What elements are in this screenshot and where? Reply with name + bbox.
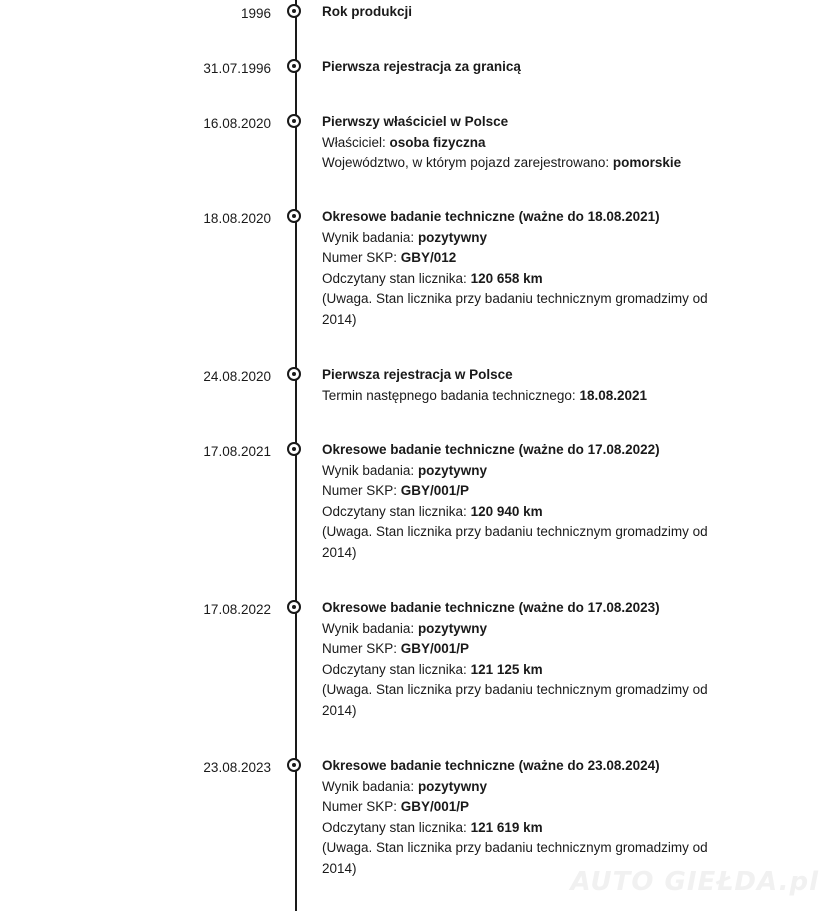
timeline-dot-icon — [287, 59, 301, 73]
event-body — [322, 440, 732, 563]
odometer-label: Odczytany stan licznika: — [322, 661, 471, 677]
voivodeship-value: pomorskie — [612, 155, 682, 170]
skp-value: GBY/001/P — [400, 641, 470, 656]
result-label: Wynik badania: — [322, 778, 418, 794]
skp-value: GBY/001/P — [400, 483, 470, 498]
result-label: Wynik badania: — [322, 229, 418, 245]
next-inspection-label: Termin następnego badania technicznego: — [322, 387, 580, 403]
odometer-note: (Uwaga. Stan licznika przy badaniu technicznym gromadzimy od 2014) — [322, 524, 708, 560]
owner-label: Właściciel: — [322, 134, 390, 150]
owner-value: osoba fizyczna — [389, 134, 486, 150]
timeline-dot-icon — [287, 209, 301, 223]
skp-label: Numer SKP: — [322, 483, 401, 498]
event-body — [322, 112, 732, 174]
event-date: 31.07.1996 — [203, 61, 271, 76]
event-title: Pierwsza rejestracja za granicą — [322, 59, 521, 74]
odometer-line — [322, 502, 732, 523]
result-value: pozytywny — [417, 229, 487, 245]
odometer-label: Odczytany stan licznika: — [322, 270, 471, 286]
voivodeship-label: Województwo, w którym pojazd zarejestrowano: — [322, 155, 613, 170]
event-title: Okresowe badanie techniczne (ważne do 17.08.2022) — [322, 442, 660, 457]
odometer-value: 120 658 km — [470, 270, 543, 286]
next-inspection-line — [322, 386, 732, 407]
odometer-value: 121 125 km — [470, 661, 543, 677]
event-date: 17.08.2021 — [203, 444, 271, 459]
odometer-line — [322, 818, 732, 839]
skp-line — [322, 481, 732, 502]
event-body — [322, 598, 732, 721]
odometer-label: Odczytany stan licznika: — [322, 819, 471, 835]
event-title: Okresowe badanie techniczne (ważne do 23.08.2024) — [322, 758, 660, 773]
event-title: Okresowe badanie techniczne (ważne do 17.08.2023) — [322, 600, 660, 615]
odometer-line — [322, 269, 732, 290]
event-title: Rok produkcji — [322, 4, 413, 19]
event-date: 24.08.2020 — [203, 369, 271, 384]
watermark-logo: AUTO GIEŁDA.pl — [570, 867, 819, 897]
event-body — [322, 207, 732, 330]
result-value: pozytywny — [417, 620, 487, 636]
timeline-dot-icon — [287, 114, 301, 128]
odometer-note: (Uwaga. Stan licznika przy badaniu technicznym gromadzimy od 2014) — [322, 682, 708, 718]
skp-value: GBY/012 — [400, 250, 457, 265]
event-body — [322, 365, 732, 406]
result-line — [322, 228, 732, 249]
event-date: 18.08.2020 — [203, 211, 271, 226]
result-label: Wynik badania: — [322, 620, 418, 636]
event-body — [322, 57, 732, 78]
result-value: pozytywny — [417, 778, 487, 794]
voivodeship-line — [322, 153, 732, 174]
result-line — [322, 777, 732, 798]
result-line — [322, 619, 732, 640]
skp-line — [322, 639, 732, 660]
event-date: 17.08.2022 — [203, 602, 271, 617]
event-date: 1996 — [240, 6, 271, 21]
result-line — [322, 461, 732, 482]
skp-label: Numer SKP: — [322, 250, 401, 265]
odometer-value: 120 940 km — [470, 503, 543, 519]
event-body — [322, 2, 732, 23]
timeline-dot-icon — [287, 367, 301, 381]
odometer-label: Odczytany stan licznika: — [322, 503, 471, 519]
event-title: Okresowe badanie techniczne (ważne do 18.08.2021) — [322, 209, 660, 224]
owner-line — [322, 133, 732, 154]
result-label: Wynik badania: — [322, 462, 418, 478]
event-date: 23.08.2023 — [203, 760, 271, 775]
skp-line — [322, 797, 732, 818]
event-title: Pierwszy właściciel w Polsce — [322, 114, 509, 129]
event-body — [322, 756, 732, 879]
skp-line — [322, 248, 732, 269]
odometer-note: (Uwaga. Stan licznika przy badaniu technicznym gromadzimy od 2014) — [322, 291, 708, 327]
result-value: pozytywny — [417, 462, 487, 478]
skp-label: Numer SKP: — [322, 641, 401, 656]
skp-label: Numer SKP: — [322, 799, 401, 814]
odometer-value: 121 619 km — [470, 819, 543, 835]
skp-value: GBY/001/P — [400, 799, 470, 814]
timeline-dot-icon — [287, 4, 301, 18]
timeline-dot-icon — [287, 600, 301, 614]
event-title: Pierwsza rejestracja w Polsce — [322, 367, 513, 382]
odometer-note: (Uwaga. Stan licznika przy badaniu technicznym gromadzimy od 2014) — [322, 840, 708, 876]
odometer-line — [322, 660, 732, 681]
timeline-dot-icon — [287, 442, 301, 456]
timeline-dot-icon — [287, 758, 301, 772]
next-inspection-value: 18.08.2021 — [579, 387, 648, 403]
event-date: 16.08.2020 — [203, 116, 271, 131]
